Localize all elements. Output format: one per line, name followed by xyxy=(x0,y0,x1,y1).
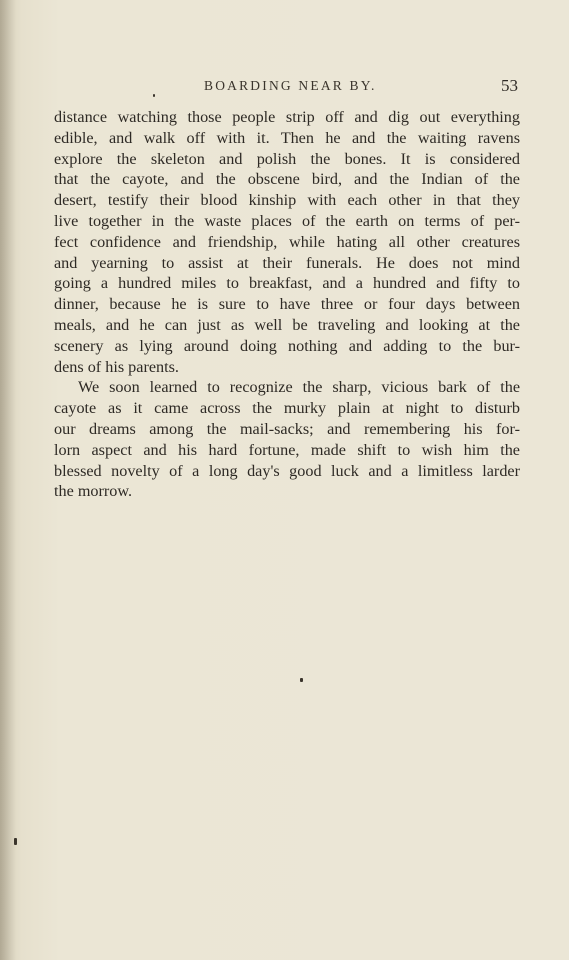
page-number: 53 xyxy=(501,76,518,95)
text-line: cayote as it came across the murky plain at night to disturb xyxy=(54,399,520,418)
text-line: and yearning to assist at their funerals. He does not mind xyxy=(54,253,520,272)
text-line: going a hundred miles to breakfast, and a hundred and fifty to xyxy=(54,274,520,293)
text-line: desert, testify their blood kinship with each other in that they xyxy=(54,191,520,210)
page-header xyxy=(54,76,520,100)
body-text xyxy=(54,107,520,502)
text-line: the morrow. xyxy=(54,482,133,501)
text-line: lorn aspect and his hard fortune, made shift to wish him the xyxy=(54,440,520,459)
text-line: blessed novelty of a long day's good luck and a limitless larder xyxy=(54,461,520,480)
text-line: distance watching those people strip off and dig out everything xyxy=(54,108,520,126)
ink-speck xyxy=(300,678,303,682)
text-line: We soon learned to recognize the sharp, vicious bark of the xyxy=(78,378,520,397)
text-line: our dreams among the mail-sacks; and remembering his for- xyxy=(54,419,520,438)
running-head: BOARDING NEAR BY. xyxy=(204,78,377,93)
ink-speck xyxy=(14,838,17,845)
paragraph-2 xyxy=(54,377,520,502)
text-line: meals, and he can just as well be traveling and looking at the xyxy=(54,315,520,334)
paragraph-1 xyxy=(54,107,520,377)
text-line: dinner, because he is sure to have three or four days between xyxy=(54,295,520,314)
text-line: explore the skeleton and polish the bones. It is considered xyxy=(54,149,520,168)
ink-speck xyxy=(153,94,155,97)
text-line: scenery as lying around doing nothing and adding to the bur- xyxy=(54,336,520,355)
text-line: live together in the waste places of the earth on terms of per- xyxy=(54,211,520,230)
text-line: dens of his parents. xyxy=(54,357,179,376)
spine-shadow xyxy=(0,0,16,960)
text-line: fect confidence and friendship, while hating all other creatures xyxy=(54,232,520,251)
text-line: that the cayote, and the obscene bird, and the Indian of the xyxy=(54,170,520,189)
text-line: edible, and walk off with it. Then he and the waiting ravens xyxy=(54,128,520,147)
